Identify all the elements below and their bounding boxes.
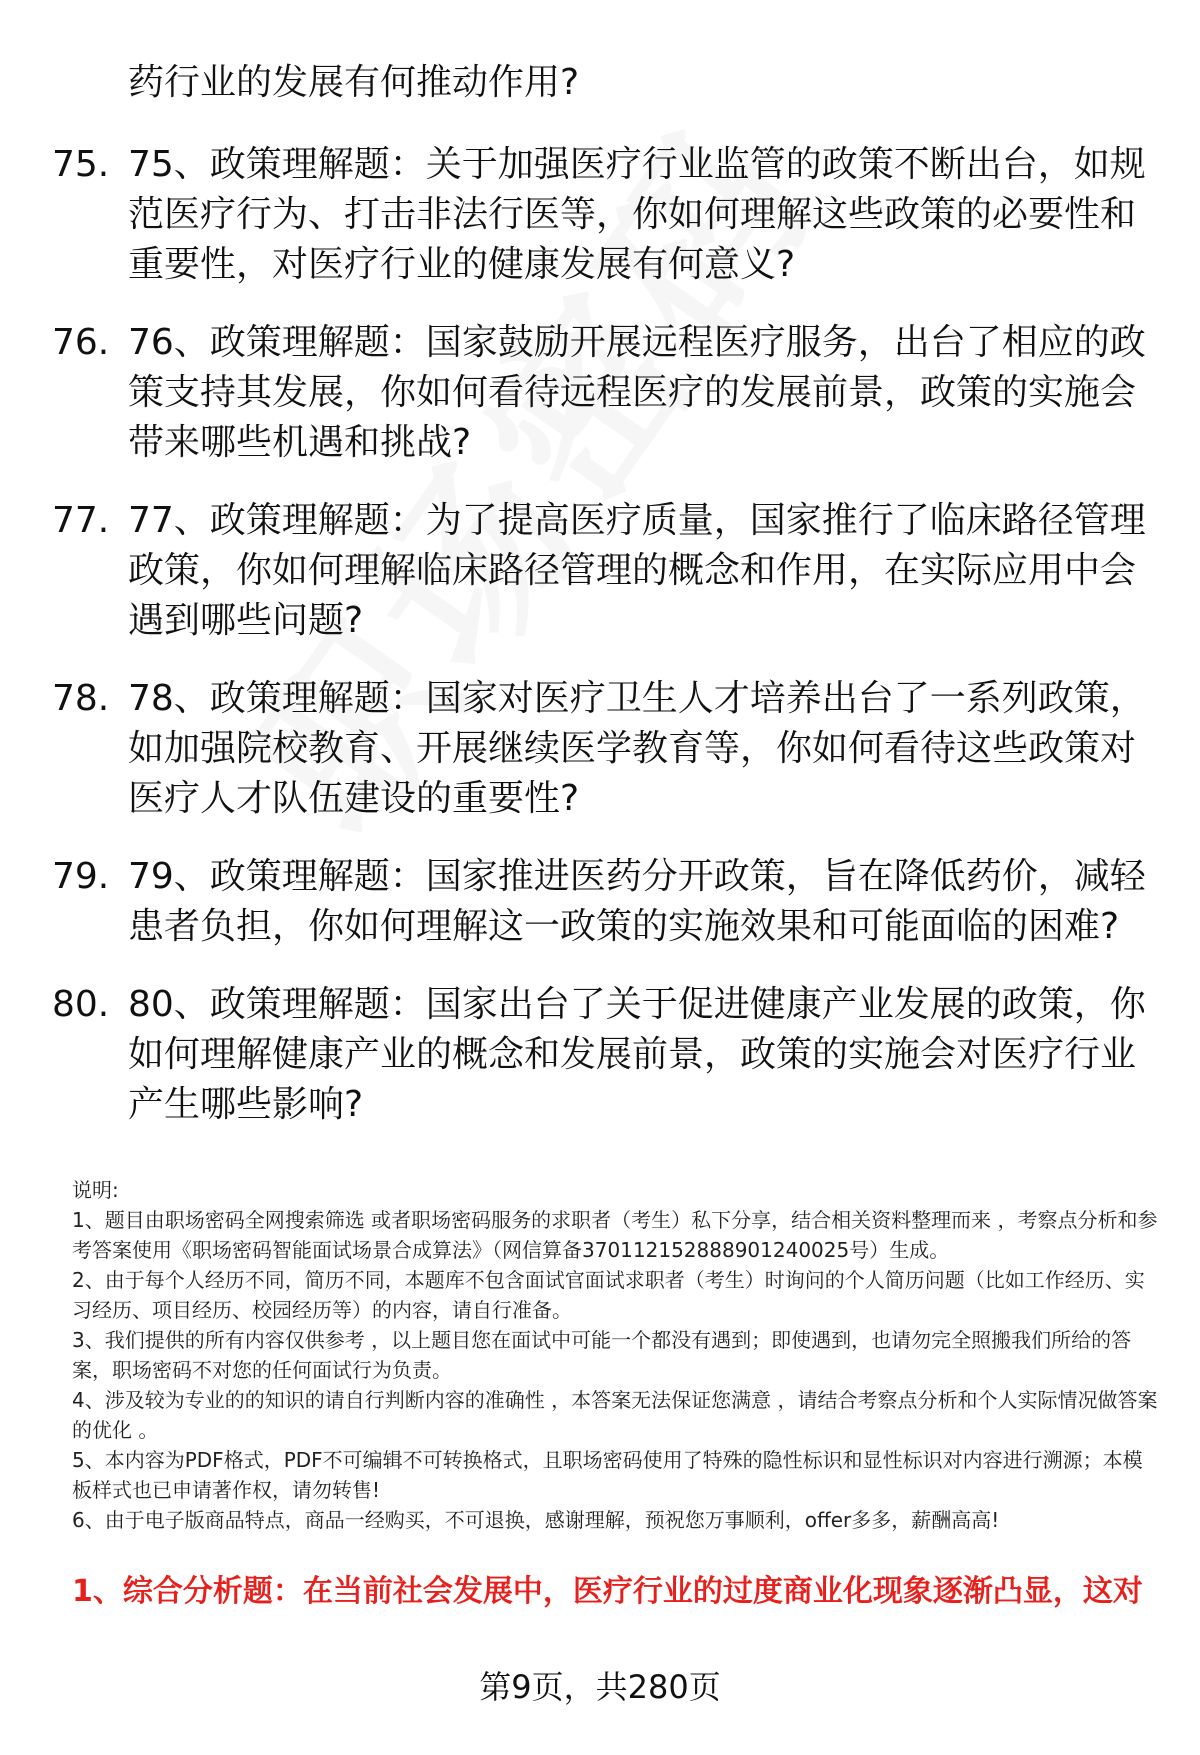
question-text: 77、政策理解题：为了提高医疗质量，国家推行了临床路径管理政策，你如何理解临床路径管理的概念和作用，在实际应用中会遇到哪些问题? [128,500,1146,641]
note-item: 5、本内容为PDF格式，PDF不可编辑不可转换格式，且职场密码使用了特殊的隐性标识和显性标识对内容进行溯源；本模板样式也已申请著作权，请勿转售! [72,1448,1143,1502]
next-question-heading: 1、综合分析题：在当前社会发展中，医疗行业的过度商业化现象逐渐凸显，这对 [72,1574,1143,1609]
question-item [0,674,1148,824]
notes-heading: 说明: [72,1178,119,1202]
question-item [0,318,1148,468]
question-item [0,140,1148,290]
note-item: 4、涉及较为专业的的知识的请自行判断内容的准确性 ，本答案无法保证您满意 ，请结合考察点分析和个人实际情况做答案的优化 。 [72,1388,1158,1442]
question-number: 75. [52,144,110,185]
question-number: 76. [52,322,110,363]
question-number: 79. [52,856,110,897]
question-number: 77. [52,500,110,541]
question-list [0,140,1200,1158]
note-item: 1、题目由职场密码全网搜索筛选 或者职场密码服务的求职者（考生）私下分享，结合相关资料整理而来 ，考察点分析和参考答案使用《职场密码智能面试场景合成算法》（网信算备370112152888901240025号）生成。 [72,1208,1158,1262]
note-item: 3、我们提供的所有内容仅供参考 ，以上题目您在面试中可能一个都没有遇到；即使遇到，也请勿完全照搬我们所给的答案，职场密码不对您的任何面试行为负责。 [72,1328,1132,1382]
question-text: 75、政策理解题：关于加强医疗行业监管的政策不断出台，如规范医疗行为、打击非法行医等，你如何理解这些政策的必要性和重要性，对医疗行业的健康发展有何意义? [128,144,1146,285]
question-text: 80、政策理解题：国家出台了关于促进健康产业发展的政策，你如何理解健康产业的概念和发展前景，政策的实施会对医疗行业产生哪些影响? [128,984,1146,1125]
note-item: 2、由于每个人经历不同，简历不同，本题库不包含面试官面试求职者（考生）时询问的个人简历问题（比如工作经历、实习经历、项目经历、校园经历等）的内容，请自行准备。 [72,1268,1145,1322]
question-item [0,980,1148,1130]
question-number: 78. [52,678,110,719]
question-item [0,852,1148,952]
question-item [0,496,1148,646]
page-number-footer: 第9页，共280页 [479,1668,721,1706]
question-text: 79、政策理解题：国家推进医药分开政策，旨在降低药价，减轻患者负担，你如何理解这一政策的实施效果和可能面临的困难? [128,856,1146,947]
continued-question-text: 药行业的发展有何推动作用? [128,62,580,103]
question-number: 80. [52,984,110,1025]
question-text: 76、政策理解题：国家鼓励开展远程医疗服务，出台了相应的政策支持其发展，你如何看待远程医疗的发展前景，政策的实施会带来哪些机遇和挑战? [128,322,1146,463]
note-item: 6、由于电子版商品特点，商品一经购买，不可退换，感谢理解，预祝您万事顺利，offer多多，薪酬高高! [72,1508,1000,1532]
question-text: 78、政策理解题：国家对医疗卫生人才培养出台了一系列政策，如加强院校教育、开展继续医学教育等，你如何看待这些政策对医疗人才队伍建设的重要性? [128,678,1146,819]
notes-section [72,1175,1162,1535]
